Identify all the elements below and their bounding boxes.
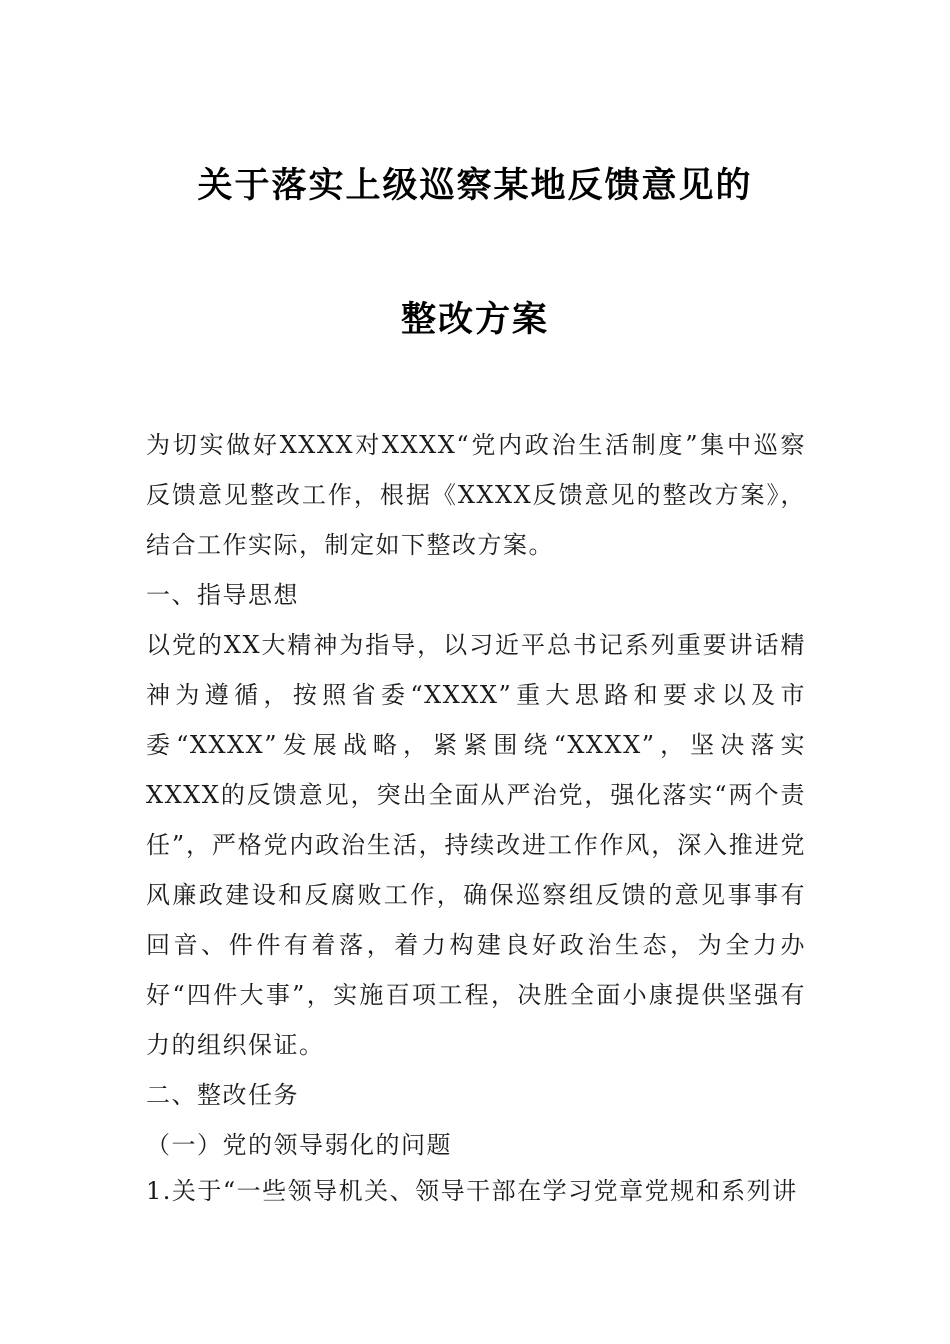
subsection-heading-party-leadership: （一）党的领导弱化的问题	[146, 1131, 452, 1159]
intro-paragraph: 为切实做好XXXX对XXXX“党内政治生活制度”集中巡察反馈意见整改工作，根据《XXXX反馈意见的整改方案》，结合工作实际，制定如下整改方案。	[146, 431, 806, 559]
guiding-thought-paragraph: 以党的XX大精神为指导，以习近平总书记系列重要讲话精神为遵循，按照省委“XXXX”重大思路和要求以及市委“XXXX”发展战略，紧紧围绕“XXXX”，坚决落实XXXX的反馈意见，突出全面从严治党，强化落实“两个责任”，严格党内政治生活，持续改进工作作风，深入推进党风廉政建设和反腐败工作，确保巡察组反馈的意见事事有回音、件件有着落，着力构建良好政治生态，为全力办好“四件大事”，实施百项工程，决胜全面小康提供坚强有力的组织保证。	[146, 631, 806, 1059]
document-title-line-2: 整改方案	[400, 299, 549, 340]
section-heading-rectification-tasks: 二、整改任务	[146, 1081, 299, 1109]
section-heading-guiding-thought: 一、指导思想	[146, 581, 299, 609]
document-title-line-1: 关于落实上级巡察某地反馈意见的	[197, 165, 753, 206]
document-body	[146, 420, 806, 1170]
item-1-text: 1.关于“一些领导机关、领导干部在学习党章党规和系列讲	[146, 1177, 798, 1205]
